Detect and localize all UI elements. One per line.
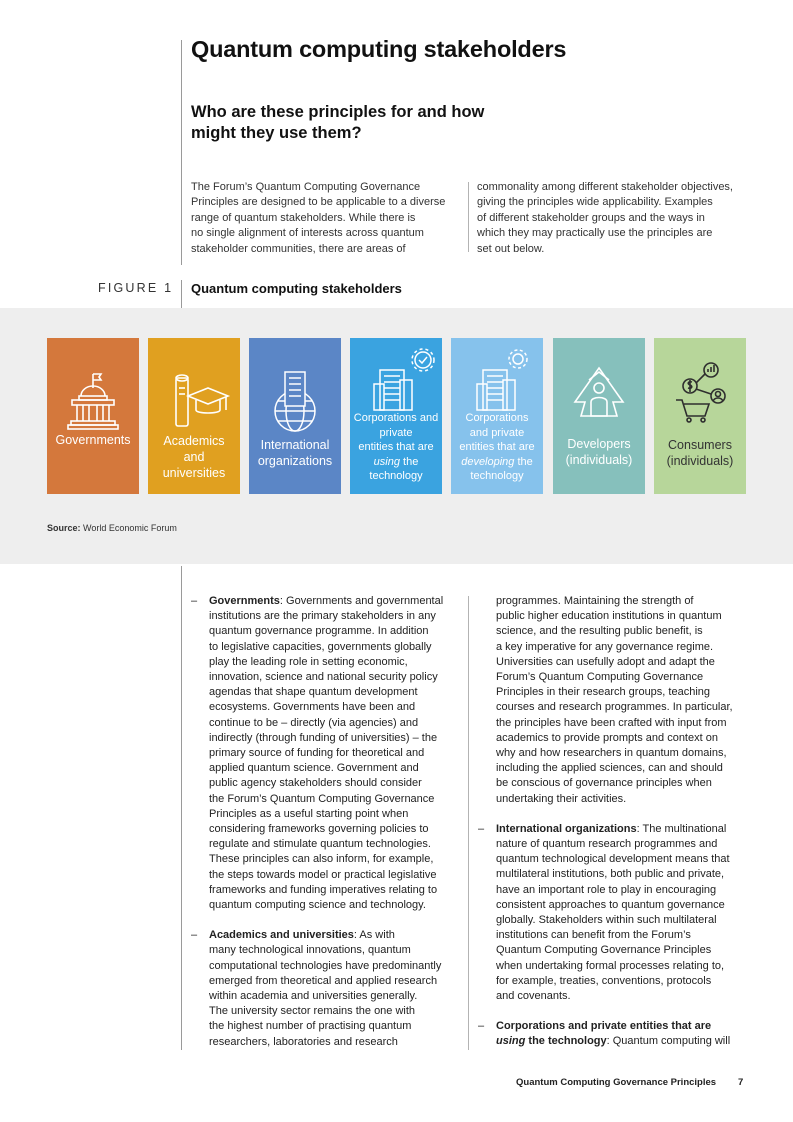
page-number: 7 xyxy=(738,1077,744,1088)
figure-rule xyxy=(181,280,182,308)
card-academics-label: Academics and universities xyxy=(162,434,226,480)
card-international-label: International organizations xyxy=(257,438,333,468)
body-divider xyxy=(468,596,469,1050)
figure-title: Quantum computing stakeholders xyxy=(191,281,402,296)
card-academics xyxy=(148,338,240,494)
office-gear-icon xyxy=(451,344,543,414)
page-title: Quantum computing stakeholders xyxy=(191,36,567,62)
list-item-corporations: – Corporations and private entities that are using the technology: Quantum computing will xyxy=(478,1020,731,1048)
card-governments xyxy=(47,338,139,494)
footer-doc-title: Quantum Computing Governance Principles xyxy=(516,1077,717,1088)
list-item-academics-continued: programmes. Maintaining the strength of public higher education institutions in quantum science, and the resulting public benefit, is a key imperative for any governance regime. Universities can usefully adopt and adapt the Forum’s Quantum Computing Governance Principles in their research groups, teaching courses and research programmes. In particular, the principles have been crafted with input from academics to provide prompts and context on why and how researchers in quantum domains, including the applied sciences, can and should be conscious of governance principles when undertaking their activities. xyxy=(496,595,733,805)
card-international xyxy=(249,338,341,494)
card-corporations-using-label: Corporations and private entities that are using the technology xyxy=(353,412,439,482)
figure-label: FIGURE 1 xyxy=(98,281,174,295)
figure-source: Source: World Economic Forum xyxy=(47,523,177,533)
list-item-governments: – Governments: Governments and governmental institutions are the primary stakeholders in any quantum governance programme. In addition to legislative capacities, governments globally play the leading role in setting economic, innovation, science and national security policy agendas that shape quantum development ecosystems. Governments have been and continue to be – directly (via agencies) and indirectly (through funding of universities) – the primary source of funding for theoretical and applied quantum science. Government and public agency stakeholders should consider the Forum’s Quantum Computing Governance Principles as a useful starting point when considering frameworks governing policies to regulate and stimulate quantum technologies. These principles can also inform, for example, the steps towards model or practical legislative frameworks and funding imperatives relating to quantum computing science and technology. xyxy=(191,595,444,912)
list-item-international: – International organizations: The multinational nature of quantum research programmes and quantum technological development means that multilateral institutions, both public and private, have an important role to play in encouraging consistent approaches to quantum governance globally. Stakeholders within such multilateral institutions can benefit from the Forum’s Quantum Computing Governance Principles when undertaking formal processes relating to, for example, treaties, conventions, protocols and covenants. xyxy=(478,822,730,1003)
intro-right: commonality among different stakeholder objectives, giving the principles wide applicability. Examples of different stakeholder groups and the ways in which they may practically use the principles are set out below. xyxy=(477,181,733,255)
card-corporations-developing xyxy=(451,338,543,494)
page-subtitle: Who are these principles for and how might they use them? xyxy=(191,103,485,142)
body-rule xyxy=(181,566,182,1050)
body-left-column xyxy=(191,594,466,1050)
graduation-cap-icon xyxy=(148,366,240,436)
card-corporations-using xyxy=(350,338,442,494)
card-developers xyxy=(553,338,645,494)
globe-building-icon xyxy=(249,366,341,436)
shopping-cart-icon xyxy=(654,356,746,426)
card-corporations-developing-label: Corporations and private entities that are developing the technology xyxy=(459,412,535,482)
developer-icon xyxy=(553,362,645,432)
card-consumers-label: Consumers (individuals) xyxy=(666,438,734,468)
card-governments-label: Governments xyxy=(55,433,131,447)
intro-divider xyxy=(468,182,469,252)
office-gear-icon xyxy=(350,344,442,414)
body-right-column xyxy=(478,594,758,1050)
government-building-icon xyxy=(47,366,139,436)
card-consumers xyxy=(654,338,746,494)
card-developers-label: Developers (individuals) xyxy=(565,437,633,467)
header-rule xyxy=(181,40,182,265)
intro-left: The Forum’s Quantum Computing Governance Principles are designed to be applicable to a diverse range of quantum stakeholders. While there is no single alignment of interests across quantum stakeholder communities, there are areas of xyxy=(191,181,446,255)
list-item-academics: – Academics and universities: As with many technological innovations, quantum computational technologies have predominantly emerged from theoretical and applied research within academia and universities generally. The university sector remains the one with the highest number of practising quantum researchers, laboratories and research xyxy=(191,929,442,1048)
